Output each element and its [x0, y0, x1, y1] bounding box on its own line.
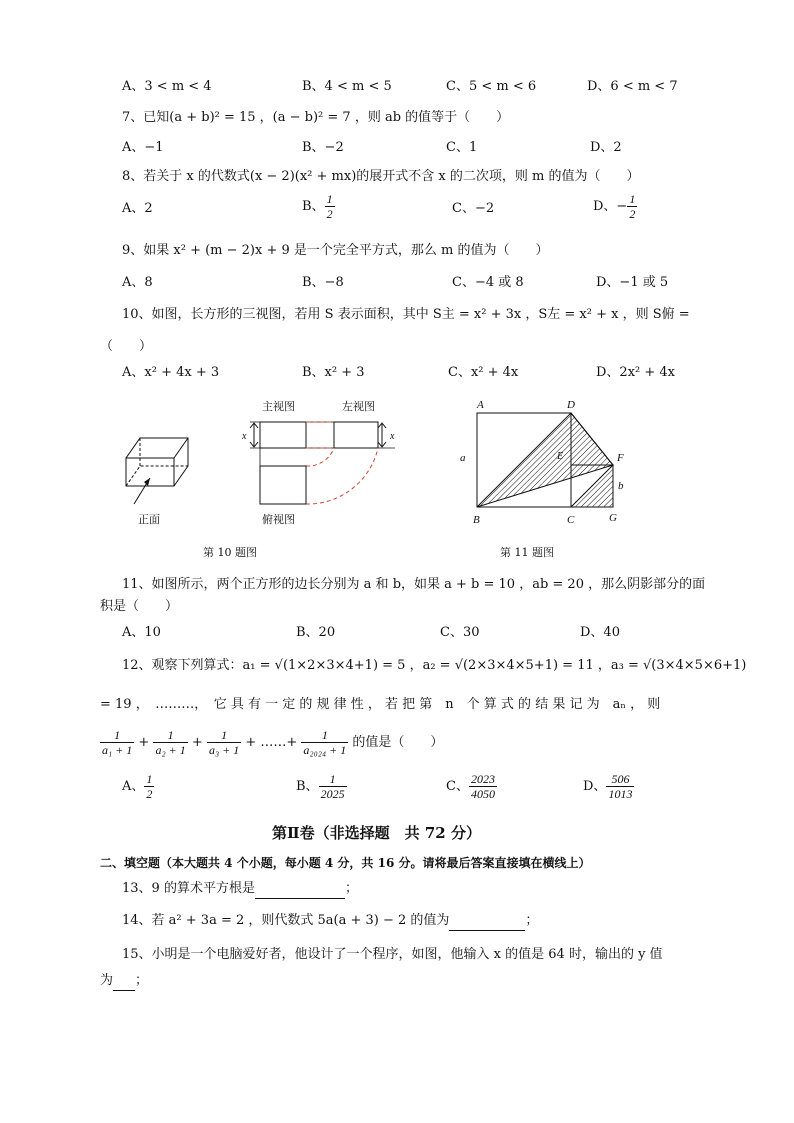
q9-stem: 9、如果 x² + (m − 2)x + 9 是一个完全平方式，那么 m 的值为（ ） [122, 243, 549, 258]
plus-sign: + [191, 735, 203, 750]
sum-ellipsis: + ……+ [245, 735, 298, 750]
left-view-rect [334, 422, 378, 448]
label-D: D [567, 399, 575, 411]
fraction-numerator: 1 [146, 772, 153, 786]
q8-stem: 8、若关于 x 的代数式(x − 2)(x² + mx)的展开式不含 x 的二次项，则 m 的值为（ ） [122, 169, 640, 184]
q10-option-a: A、x² + 4x + 3 [122, 365, 220, 380]
q14-stem [122, 912, 538, 931]
q13-answer-blank[interactable] [255, 880, 345, 899]
sum-term-last [301, 728, 348, 757]
fraction [627, 192, 637, 221]
fraction [144, 772, 154, 801]
projection-lines [250, 422, 395, 448]
sum-term-num: 1 [153, 728, 187, 743]
sum-term-2 [153, 728, 187, 757]
q9-option-c: C、−4 或 8 [452, 275, 524, 290]
x-label-left: x [242, 431, 247, 442]
front-arrow [134, 478, 150, 504]
option-prefix: C、 [446, 779, 469, 794]
fraction-denominator: 2 [326, 207, 333, 221]
q9-option-d: D、−1 或 5 [596, 275, 669, 290]
label-G: G [609, 512, 617, 524]
q6-option-c: C、5 < m < 6 [446, 79, 537, 94]
fraction [469, 772, 497, 801]
label-A: A [477, 399, 484, 411]
part-2-title: 第Ⅱ卷（非选择题 共 72 分） [272, 824, 481, 842]
q14-text: 14、若 a² + 3a = 2 ，则代数式 5a(a + 3) − 2 的值为 [122, 913, 450, 928]
q8-option-d-prefix: D、− [593, 199, 628, 214]
front-view-label: 主视图 [262, 401, 295, 413]
q7-option-b: B、−2 [302, 140, 344, 155]
q10-stem: 10、如图，长方形的三视图，若用 S 表示面积，其中 S主 = x² + 3x ，S左 = x² + x ，则 S俯 = [122, 307, 690, 322]
fraction-numerator: 1 [319, 772, 347, 787]
q13-tail: ； [344, 881, 358, 896]
q8-option-a: A、2 [122, 201, 153, 216]
figure-10 [110, 392, 410, 542]
fraction-denominator: 2 [146, 787, 153, 801]
option-prefix: A、 [122, 779, 145, 794]
plus-sign: + [138, 735, 150, 750]
front-view-rect [260, 422, 306, 448]
q9-option-a: A、8 [122, 275, 153, 290]
q7-option-c: C、1 [446, 140, 478, 155]
fraction-denominator: 2025 [320, 787, 345, 801]
sum-term-num: 1 [100, 728, 134, 743]
q8-option-b [302, 192, 335, 221]
sum-term-den: a₃ + 1 [208, 743, 240, 757]
q15-stem: 15、小明是一个电脑爱好者，他设计了一个程序，如图，他输入 x 的值是 64 时，输出的 y 值 [122, 947, 663, 962]
q8-option-c: C、−2 [452, 201, 495, 216]
x-label-right: x [390, 431, 395, 442]
q6-option-a: A、3 < m < 4 [122, 79, 212, 94]
dimension-arrows [250, 423, 386, 447]
q12-sum-expression [100, 728, 443, 757]
top-view-label: 俯视图 [262, 514, 295, 526]
q10-option-c: C、x² + 4x [448, 365, 519, 380]
cuboid-drawing [126, 438, 188, 486]
option-prefix: B、 [296, 779, 319, 794]
q12-option-a [122, 772, 154, 801]
sum-tail: 的值是（ ） [352, 735, 444, 750]
fraction-numerator: 2023 [470, 772, 495, 786]
projection-dashed [306, 422, 378, 504]
left-view-label: 左视图 [342, 401, 375, 413]
label-F: F [617, 452, 624, 464]
fraction-denominator: 2 [629, 207, 636, 221]
q10-option-d: D、2x² + 4x [596, 365, 675, 380]
q7-stem: 7、已知(a + b)² = 15 ，(a − b)² = 7 ，则 ab 的值等于（ ） [122, 110, 510, 125]
q11-option-c: C、30 [440, 625, 480, 640]
q7-option-a: A、−1 [122, 140, 164, 155]
q6-option-b: B、4 < m < 5 [302, 79, 392, 94]
fraction [319, 772, 347, 801]
top-view-rect-1 [260, 466, 306, 504]
figure-11 [455, 395, 655, 530]
sum-term-1 [100, 728, 134, 757]
q15-text2: 为 [100, 973, 114, 988]
sum-term-num: 1 [207, 728, 241, 743]
fraction [325, 192, 335, 221]
q11-option-b: B、20 [296, 625, 336, 640]
sum-term-den: a₂₀₂₄ + 1 [303, 743, 347, 757]
sum-term-den: a₂ + 1 [155, 743, 186, 757]
q13-text: 13、9 的算术平方根是 [122, 881, 255, 896]
q8-option-d [593, 192, 637, 221]
fraction-denominator: 1013 [608, 787, 633, 801]
q10-stem-cont: （ ） [100, 339, 153, 354]
q12-option-c [446, 772, 497, 801]
q9-option-b: B、−8 [302, 275, 344, 290]
section-2-heading: 二、填空题（本大题共 4 个小题，每小题 4 分，共 16 分。请将最后答案直接填在横线上） [100, 856, 591, 870]
fraction-numerator: 1 [326, 192, 333, 206]
q8-option-b-prefix: B、 [302, 199, 325, 214]
q11-stem-cont: 积是（ ） [100, 599, 179, 614]
q15-answer-blank[interactable] [113, 972, 135, 991]
label-B: B [473, 514, 480, 526]
fraction-numerator: 506 [606, 772, 634, 787]
fraction-denominator: 4050 [470, 787, 495, 801]
front-label: 正面 [138, 514, 160, 526]
q11-option-a: A、10 [122, 625, 161, 640]
figure-11-caption: 第 11 题图 [500, 546, 554, 559]
fraction-numerator: 1 [629, 192, 636, 206]
sum-term-3 [207, 728, 241, 757]
label-C: C [567, 514, 575, 526]
sum-term-num: 1 [301, 728, 348, 743]
label-a: a [460, 452, 466, 464]
q12-stem-cont: = 19 ， ………， 它 具 有 一 定 的 规 律 性 ， 若 把 第 n 个 算 式 的 结 果 记 为 aₙ ， 则 [100, 697, 661, 712]
q14-tail: ； [525, 913, 539, 928]
q11-option-d: D、40 [580, 625, 620, 640]
q12-option-d [583, 772, 634, 801]
label-b: b [618, 480, 624, 492]
q14-answer-blank[interactable] [449, 912, 525, 931]
fraction [606, 772, 634, 801]
q7-option-d: D、2 [590, 140, 622, 155]
q12-option-b [296, 772, 347, 801]
q13-stem [122, 880, 358, 899]
q11-stem: 11、如图所示，两个正方形的边长分别为 a 和 b，如果 a + b = 10 ，ab = 20 ，那么阴影部分的面 [122, 577, 706, 592]
sum-term-den: a₁ + 1 [102, 743, 133, 757]
figure-10-caption: 第 10 题图 [203, 546, 257, 559]
q6-option-d: D、6 < m < 7 [587, 79, 678, 94]
q15-stem-cont [100, 972, 148, 991]
q10-option-b: B、x² + 3 [302, 365, 365, 380]
q12-stem: 12、观察下列算式：a₁ = √(1×2×3×4+1) = 5 ，a₂ = √(2×3×4×5+1) = 11 ，a₃ = √(3×4×5×6+1) [122, 658, 747, 673]
q15-tail: ； [135, 973, 149, 988]
option-prefix: D、 [583, 779, 607, 794]
label-E: E [557, 451, 564, 462]
